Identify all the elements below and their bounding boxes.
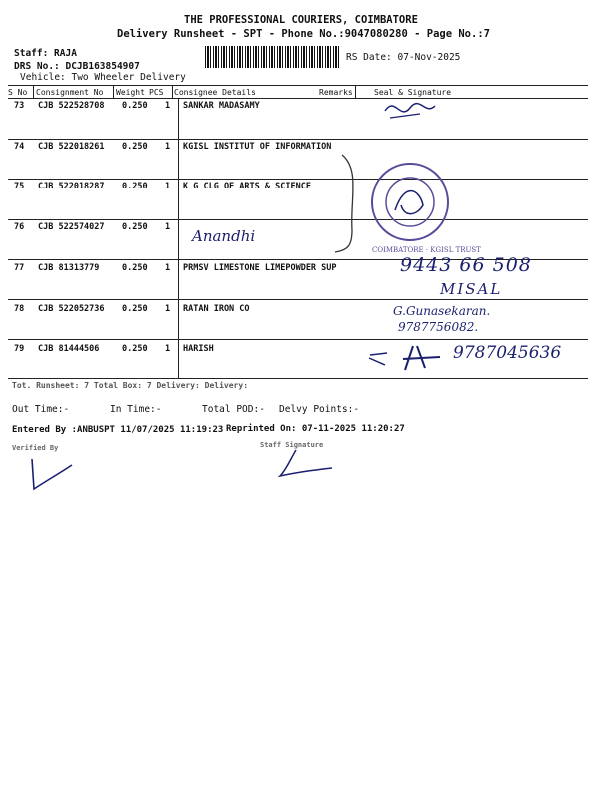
row-pcs: 1 xyxy=(165,101,171,111)
signature-icon xyxy=(365,343,455,373)
handwritten-name: Anandhi xyxy=(192,227,256,245)
reprinted-on: Reprinted On: 07-11-2025 11:20:27 xyxy=(226,424,405,434)
col-weight: Weight xyxy=(116,88,145,97)
row-weight: 0.250 xyxy=(122,304,148,314)
row-consignee: PRMSV LIMESTONE LIMEPOWDER SUP xyxy=(183,263,337,273)
row-sno: 79 xyxy=(14,344,25,354)
row-weight: 0.250 xyxy=(122,182,148,188)
in-time: In Time:- xyxy=(110,404,162,415)
staff-name: Staff: RAJA xyxy=(14,48,77,59)
row-sno: 78 xyxy=(14,304,25,314)
row-consignment: CJB 522052736 xyxy=(38,304,105,314)
entered-by: Entered By :ANBUSPT 11/07/2025 11:19:23 xyxy=(12,425,224,435)
row-consignment: CJB 81313779 xyxy=(38,263,100,273)
handwritten-name: G.Gunasekaran. xyxy=(393,304,491,318)
row-consignment: CJB 522018261 xyxy=(38,142,105,152)
col-pcs: PCS xyxy=(149,88,164,97)
drs-number: DRS No.: DCJB163854907 xyxy=(14,61,140,72)
signature-icon xyxy=(28,455,78,495)
row-pcs: 1 xyxy=(165,182,171,188)
signature-icon xyxy=(268,446,338,486)
out-time: Out Time:- xyxy=(12,404,70,415)
row-weight: 0.250 xyxy=(122,344,148,354)
staff-signature-label: Staff Signature xyxy=(260,441,324,449)
row-consignee: HARISH xyxy=(183,344,214,354)
col-sno: S No xyxy=(8,88,28,97)
row-weight: 0.250 xyxy=(122,263,148,273)
total-pod: Total POD:- xyxy=(202,404,265,415)
handwritten-name: MISAL xyxy=(440,280,503,298)
row-pcs: 1 xyxy=(165,142,171,152)
delivery-points: Delvy Points:- xyxy=(279,404,360,415)
stamp-text: COIMBATORE · KGISL TRUST xyxy=(372,246,481,254)
runsheet-subtitle: Delivery Runsheet - SPT - Phone No.:9047080280 - Page No.:7 xyxy=(117,28,490,40)
row-sno: 77 xyxy=(14,263,25,273)
col-seal-signature: Seal & Signature xyxy=(374,88,452,97)
row-consignment: CJB 522574027 xyxy=(38,222,105,232)
row-weight: 0.250 xyxy=(122,101,148,111)
row-pcs: 1 xyxy=(165,344,171,354)
row-consignee: SANKAR MADASAMY xyxy=(183,101,260,111)
row-pcs: 1 xyxy=(165,263,171,273)
handwritten-phone: 9787756082. xyxy=(398,320,479,334)
signature-icon xyxy=(380,96,440,126)
row-consignee: K G CLG OF ARTS & SCIENCE xyxy=(183,182,311,188)
row-sno: 73 xyxy=(14,101,25,111)
row-sno: 74 xyxy=(14,142,25,152)
rs-date: RS Date: 07-Nov-2025 xyxy=(346,52,461,63)
row-consignment: CJB 522528708 xyxy=(38,101,105,111)
verified-by: Verified By xyxy=(12,444,59,452)
company-name: THE PROFESSIONAL COURIERS, COIMBATORE xyxy=(184,14,418,26)
table-row xyxy=(0,0,600,188)
col-remarks: Remarks xyxy=(319,88,353,97)
row-sno: 76 xyxy=(14,222,25,232)
row-pcs: 1 xyxy=(165,304,171,314)
bracket-stroke-icon xyxy=(330,150,370,260)
col-consignee: Consignee Details xyxy=(174,88,256,97)
row-weight: 0.250 xyxy=(122,142,148,152)
row-pcs: 1 xyxy=(165,222,171,232)
row-sno: 75 xyxy=(14,182,25,188)
row-weight: 0.250 xyxy=(122,222,148,232)
seal-stamp-icon xyxy=(365,160,460,245)
row-consignment: CJB 81444506 xyxy=(38,344,100,354)
col-consignment: Consignment No xyxy=(36,88,104,97)
row-consignee: KGISL INSTITUT OF INFORMATION xyxy=(183,142,332,152)
handwritten-phone: 9787045636 xyxy=(453,343,562,363)
vehicle-type: Vehicle: Two Wheeler Delivery xyxy=(20,72,186,83)
row-consignee: RATAN IRON CO xyxy=(183,304,250,314)
handwritten-phone: 9443 66 508 xyxy=(400,254,532,276)
totals-line: Tot. Runsheet: 7 Total Box: 7 Delivery: Delivery: xyxy=(12,381,249,390)
row-consignment: CJB 522018287 xyxy=(38,182,105,188)
